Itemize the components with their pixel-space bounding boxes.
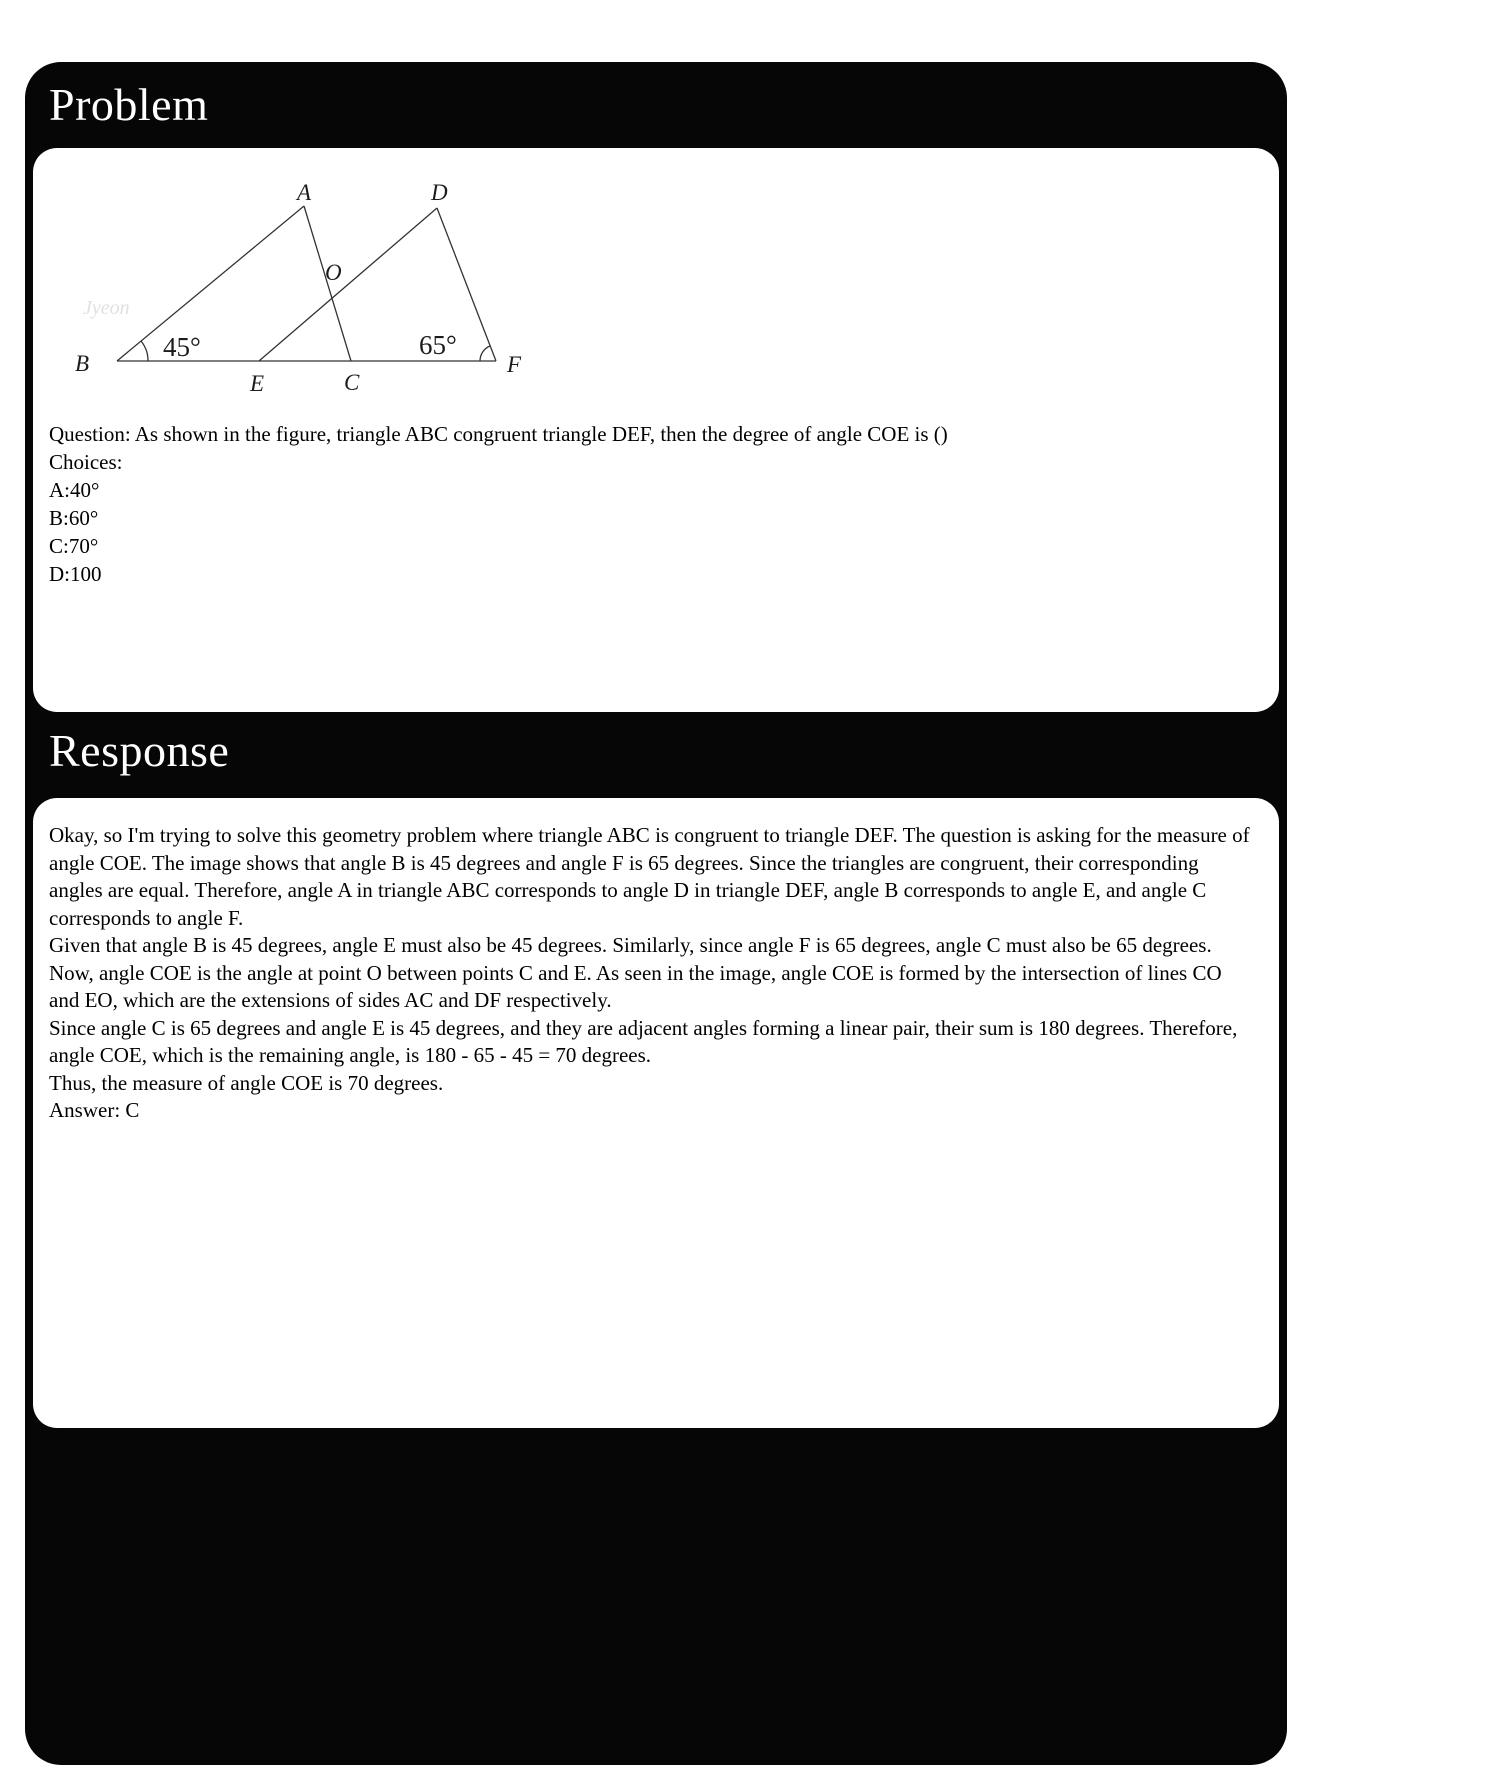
angle-arc-B <box>141 341 148 361</box>
angle-value-B: 45° <box>163 332 201 362</box>
problem-section-title: Problem <box>49 79 209 130</box>
question-block <box>49 420 1259 588</box>
geometry-figure <box>59 178 599 418</box>
vertex-label-O: O <box>325 260 342 285</box>
question-text: Question: As shown in the figure, triangle ABC congruent triangle DEF, then the degree of angle COE is () <box>49 422 948 446</box>
response-paragraph-1: Okay, so I'm trying to solve this geometry problem where triangle ABC is congruent to triangle DEF. The question is asking for the measure of angle COE. The image shows that angle B is 45 degrees and angle F is 65 degrees. Since the triangles are congruent, their corresponding angles are equal. Therefore, angle A in triangle ABC corresponds to angle D in triangle DEF, angle B corresponds to angle E, and angle C corresponds to angle F. <box>49 823 1250 930</box>
response-body <box>49 822 1253 1125</box>
document-frame <box>25 62 1287 1765</box>
vertex-label-E: E <box>250 371 265 396</box>
edge-DE <box>259 208 437 361</box>
choice-b: B:60° <box>49 506 99 530</box>
vertex-label-F: F <box>507 352 522 377</box>
response-paragraph-2: Given that angle B is 45 degrees, angle E must also be 45 degrees. Similarly, since angle F is 65 degrees, angle C must also be 65 degrees. Now, angle COE is the angle at point O between points C and E. As seen in the image, angle COE is formed by the intersection of lines CO and EO, which are the extensions of sides AC and DF respectively. <box>49 933 1222 1012</box>
vertex-label-A: A <box>297 180 312 205</box>
choices-label: Choices: <box>49 450 123 474</box>
figure-watermark: Jyeon <box>83 297 130 319</box>
response-section-title: Response <box>49 725 230 776</box>
vertex-label-C: C <box>344 370 360 395</box>
response-paragraph-4: Thus, the measure of angle COE is 70 degrees. <box>49 1070 444 1095</box>
response-paragraph-3: Since angle C is 65 degrees and angle E is 45 degrees, and they are adjacent angles forming a linear pair, their sum is 180 degrees. Therefore, angle COE, which is the remaining angle, is 180 - 65 - 45 = 70 degrees. <box>49 1015 1238 1067</box>
vertex-label-B: B <box>75 351 90 376</box>
angle-value-F: 65° <box>419 330 457 360</box>
edge-BA <box>117 206 304 361</box>
problem-panel <box>33 148 1279 712</box>
triangles-diagram <box>59 178 599 418</box>
choice-a: A:40° <box>49 478 100 502</box>
choice-d: D:100 <box>49 562 102 586</box>
response-answer-line: Answer: C <box>49 1098 140 1122</box>
response-panel <box>33 798 1279 1428</box>
vertex-label-D: D <box>431 180 448 205</box>
angle-arc-F <box>480 346 490 361</box>
choice-c: C:70° <box>49 534 99 558</box>
